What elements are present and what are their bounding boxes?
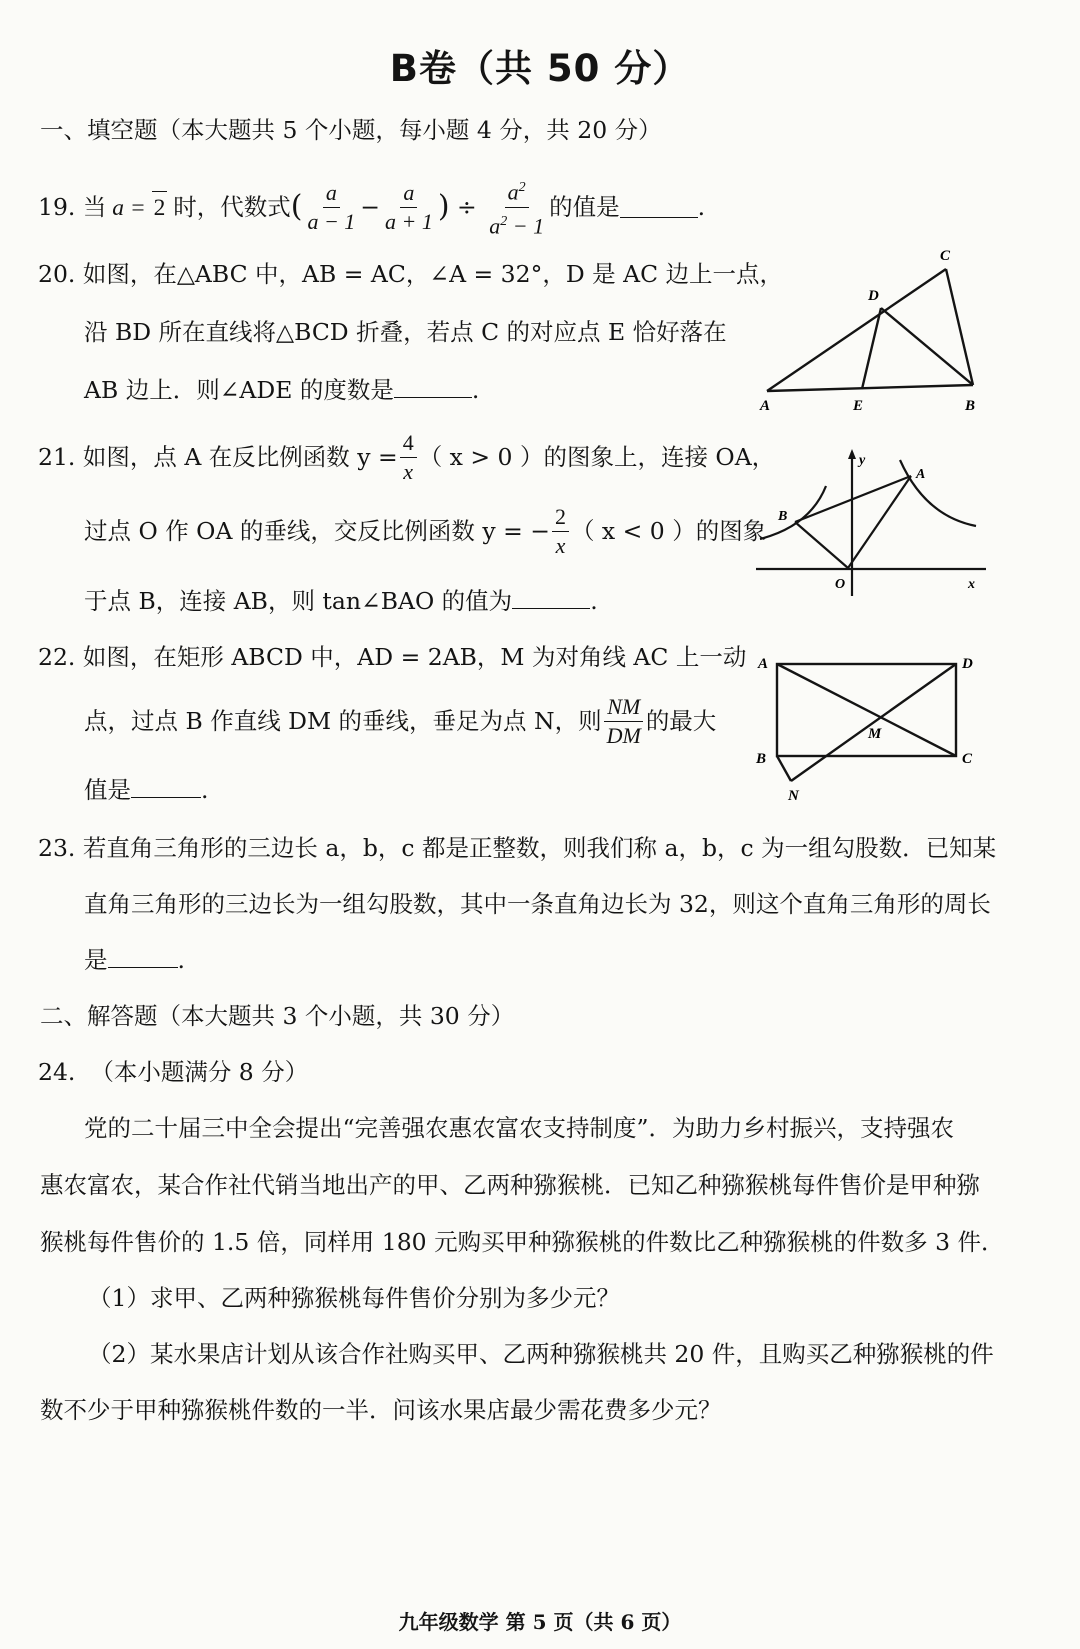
question-number: 22. <box>38 643 76 671</box>
q19-condition: a = 2 <box>106 191 173 224</box>
fraction: $\frac{4}{x}$ <box>400 431 417 484</box>
label-m: M <box>868 726 882 742</box>
segment-bo <box>795 522 848 568</box>
section-heading-solve: 二、解答题（本大题共 3 个小题，共 30 分） <box>40 1002 515 1030</box>
question-number: 20. <box>38 260 76 288</box>
q24-paragraph-2: 惠农富农，某合作社代销当地出产的甲、乙两种猕猴桃．已知乙种猕猴桃每件售价是甲种猕 <box>40 1171 980 1199</box>
label-c: C <box>940 248 951 264</box>
segment-oa <box>848 476 911 568</box>
q22-line-2b: 的最大 <box>645 707 717 735</box>
question-number: 19. <box>38 193 76 221</box>
fraction: $\frac{a}{a - 1}$ <box>307 179 356 234</box>
q22-line-3: 值是 <box>84 776 131 804</box>
q19-text-pre: 当 <box>82 193 107 221</box>
segment-ab <box>767 385 973 391</box>
fraction: $\frac{NM}{DM}$ <box>604 695 644 748</box>
question-23 <box>38 832 996 864</box>
q24-points: （本小题满分 8 分） <box>90 1058 309 1086</box>
q22-line-3-wrap: 值是 . <box>84 776 209 804</box>
q21-line-2b: （ x < 0 ）的图象 <box>570 517 767 545</box>
page-title: B卷（共 50 分） <box>389 47 691 90</box>
q21-line-1b: （ x > 0 ）的图象上，连接 OA， <box>418 443 776 471</box>
rectangle-figure <box>750 648 1040 813</box>
q21-line-3: 于点 B，连接 AB，则 tan∠BAO 的值为 <box>84 587 513 615</box>
q22-line-1: 如图，在矩形 ABCD 中，AD = 2AB，M 为对角线 AC 上一动 <box>82 643 747 671</box>
q19-text-mid: 时，代数式 <box>173 193 291 221</box>
question-number: 21. <box>38 443 76 471</box>
fraction: $\frac{a^2}{a^2 - 1}$ <box>486 176 547 238</box>
question-24 <box>38 1056 308 1088</box>
page-footer: 九年级数学 第 5 页（共 6 页） <box>398 1610 682 1634</box>
question-number: 23. <box>38 834 76 862</box>
label-c: C <box>962 751 973 767</box>
label-n: N <box>788 788 799 804</box>
q19-text-post: 的值是 <box>549 193 620 221</box>
q21-line-2 <box>84 502 766 560</box>
question-19: 19. 当 a = 2 时，代数式 ( $\frac{a}{a - 1}$ − $\frac{a}{a + 1}$ ) ÷ $\frac{a^2}{a^2 - 1}$ 的值是 . <box>38 172 705 242</box>
curve-right <box>900 460 976 526</box>
answer-blank[interactable] <box>620 197 698 218</box>
q24-paragraph-1: 党的二十届三中全会提出“完善强农惠农富农支持制度”．为助力乡村振兴，支持强农 <box>84 1114 955 1142</box>
label-e: E <box>853 398 864 414</box>
q23-line-2: 直角三角形的三边长为一组勾股数，其中一条直角边长为 32，则这个直角三角形的周长 <box>84 890 991 918</box>
q19-expression: ( $\frac{a}{a - 1}$ − $\frac{a}{a + 1}$ ) ÷ $\frac{a^2}{a^2 - 1}$ <box>291 176 549 238</box>
label-y: y <box>859 453 866 468</box>
q20-line-2: 沿 BD 所在直线将△BCD 折叠，若点 C 的对应点 E 恰好落在 <box>84 318 727 346</box>
section-heading-fill: 一、填空题（本大题共 5 个小题，每小题 4 分，共 20 分） <box>40 116 662 144</box>
q20-line-3: AB 边上．则∠ADE 的度数是 <box>84 376 394 404</box>
q24-paragraph-3: 猴桃每件售价的 1.5 倍，同样用 180 元购买甲种猕猴桃的件数比乙种猕猴桃的件数多 3 件． <box>40 1228 1005 1256</box>
answer-blank[interactable] <box>512 588 590 609</box>
triangle-figure <box>750 238 1050 428</box>
q20-line-3-wrap: AB 边上．则∠ADE 的度数是 . <box>84 376 480 404</box>
question-20 <box>38 258 783 290</box>
answer-blank[interactable] <box>108 947 178 968</box>
line-dn <box>791 664 956 781</box>
q21-line-2a: 过点 O 作 OA 的垂线，交反比例函数 y = − <box>84 517 550 545</box>
label-x: x <box>968 577 975 592</box>
label-b: B <box>778 509 788 524</box>
q21-line-1a: 如图，点 A 在反比例函数 y = <box>82 443 398 471</box>
q24-subquestion-2b: 数不少于甲种猕猴桃件数的一半．问该水果店最少需花费多少元？ <box>40 1396 722 1424</box>
label-d: D <box>868 288 879 304</box>
segment-cb <box>946 269 973 385</box>
label-d: D <box>962 656 973 672</box>
label-o: O <box>835 577 846 592</box>
answer-blank[interactable] <box>131 777 201 798</box>
diagonal-ac <box>777 664 956 756</box>
fraction: $\frac{2}{x}$ <box>552 505 569 558</box>
q24-subquestion-1: （1）求甲、乙两种猕猴桃每件售价分别为多少元？ <box>88 1284 620 1312</box>
question-number: 24. <box>38 1058 76 1086</box>
segment-bn <box>777 756 791 781</box>
answer-blank[interactable] <box>394 377 472 398</box>
q22-line-2a: 点，过点 B 作直线 DM 的垂线，垂足为点 N，则 <box>84 707 602 735</box>
segment-ac <box>767 269 946 391</box>
hyperbola-figure <box>750 446 1050 602</box>
fraction: $\frac{a}{a + 1}$ <box>385 179 433 234</box>
segment-db <box>881 308 973 385</box>
label-a: A <box>758 656 769 672</box>
q21-line-3-wrap: 于点 B，连接 AB，则 tan∠BAO 的值为 . <box>84 587 598 615</box>
q23-line-3: 是 <box>84 946 108 974</box>
y-axis-arrow <box>848 449 856 459</box>
label-a: A <box>760 398 771 414</box>
label-b: B <box>756 751 767 767</box>
q24-subquestion-2a: （2）某水果店计划从该合作社购买甲、乙两种猕猴桃共 20 件，且购买乙种猕猴桃的件 <box>88 1340 994 1368</box>
q22-line-2 <box>84 690 716 752</box>
q23-line-3-wrap: 是 . <box>84 946 185 974</box>
question-22 <box>38 641 746 673</box>
q20-line-1: 如图，在△ABC 中，AB = AC，∠A = 32°，D 是 AC 边上一点， <box>82 260 784 288</box>
q23-line-1: 若直角三角形的三边长 a，b，c 都是正整数，则我们称 a，b，c 为一组勾股数．已知某 <box>82 834 997 862</box>
label-b: B <box>965 398 976 414</box>
label-a: A <box>916 467 926 482</box>
question-21 <box>38 428 775 486</box>
